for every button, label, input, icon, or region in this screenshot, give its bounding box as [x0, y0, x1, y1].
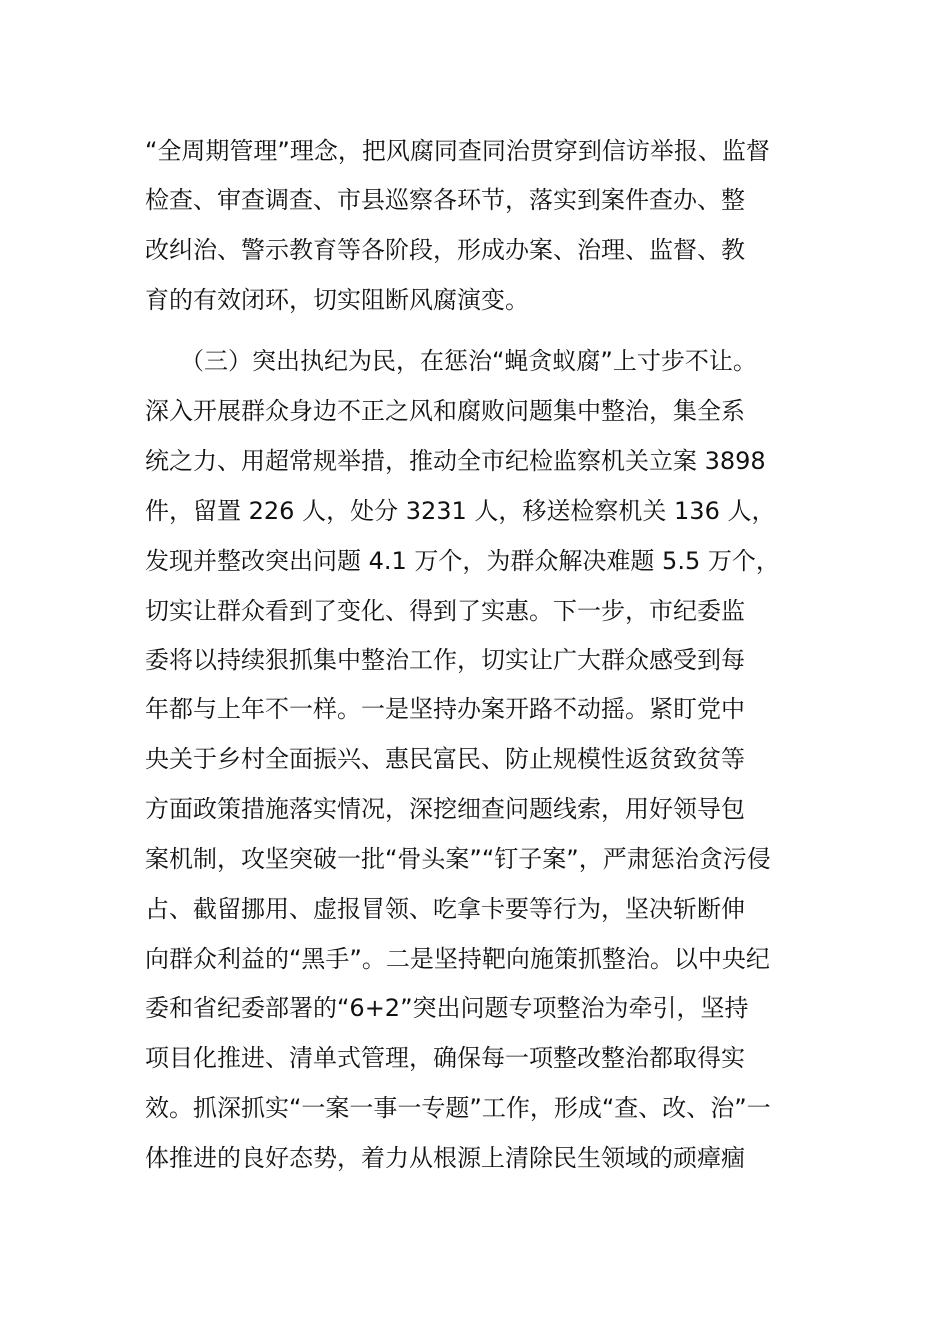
text-line: “全周期管理”理念，把风腐同查同治贯穿到信访举报、监督 — [145, 137, 770, 165]
section-heading-line: （三）突出执纪为民，在惩治“蝇贪蚁腐”上寸步不让。 — [180, 347, 757, 375]
text-line: 委将以持续狠抓集中整治工作，切实让广大群众感受到每 — [145, 646, 745, 674]
text-line: 统之力、用超常规举措，推动全市纪检监察机关立案 3898 — [145, 447, 766, 475]
text-line: 年都与上年不一样。一是坚持办案开路不动摇。紧盯党中 — [145, 695, 745, 723]
text-line: 效。抓深抓实“一案一事一专题”工作，形成“查、改、治”一 — [145, 1094, 771, 1122]
text-line: 检查、审查调查、市县巡察各环节，落实到案件查办、整 — [145, 186, 745, 214]
text-line: 改纠治、警示教育等各阶段，形成办案、治理、监督、教 — [145, 236, 745, 264]
text-line: 向群众利益的“黑手”。二是坚持靶向施策抓整治。以中央纪 — [145, 945, 770, 973]
text-line: 体推进的良好态势，着力从根源上清除民生领域的顽瘴痼 — [145, 1144, 745, 1172]
text-line: 发现并整改突出问题 4.1 万个，为群众解决难题 5.5 万个， — [145, 547, 780, 575]
text-line: 占、截留挪用、虚报冒领、吃拿卡要等行为，坚决斩断伸 — [145, 895, 745, 923]
text-line: 件，留置 226 人，处分 3231 人，移送检察机关 136 人， — [145, 497, 776, 525]
text-line: 委和省纪委部署的“6+2”突出问题专项整治为牵引，坚持 — [145, 994, 749, 1022]
text-line: 项目化推进、清单式管理，确保每一项整改整治都取得实 — [145, 1044, 745, 1072]
text-line: 育的有效闭环，切实阻断风腐演变。 — [145, 286, 529, 314]
text-line: 案机制，攻坚突破一批“骨头案”“钉子案”，严肃惩治贪污侵 — [145, 845, 771, 873]
text-line: 方面政策措施落实情况，深挖细查问题线索，用好领导包 — [145, 795, 745, 823]
text-line: 切实让群众看到了变化、得到了实惠。下一步，市纪委监 — [145, 597, 745, 625]
text-line: 深入开展群众身边不正之风和腐败问题集中整治，集全系 — [145, 397, 745, 425]
text-line: 央关于乡村全面振兴、惠民富民、防止规模性返贫致贫等 — [145, 745, 745, 773]
